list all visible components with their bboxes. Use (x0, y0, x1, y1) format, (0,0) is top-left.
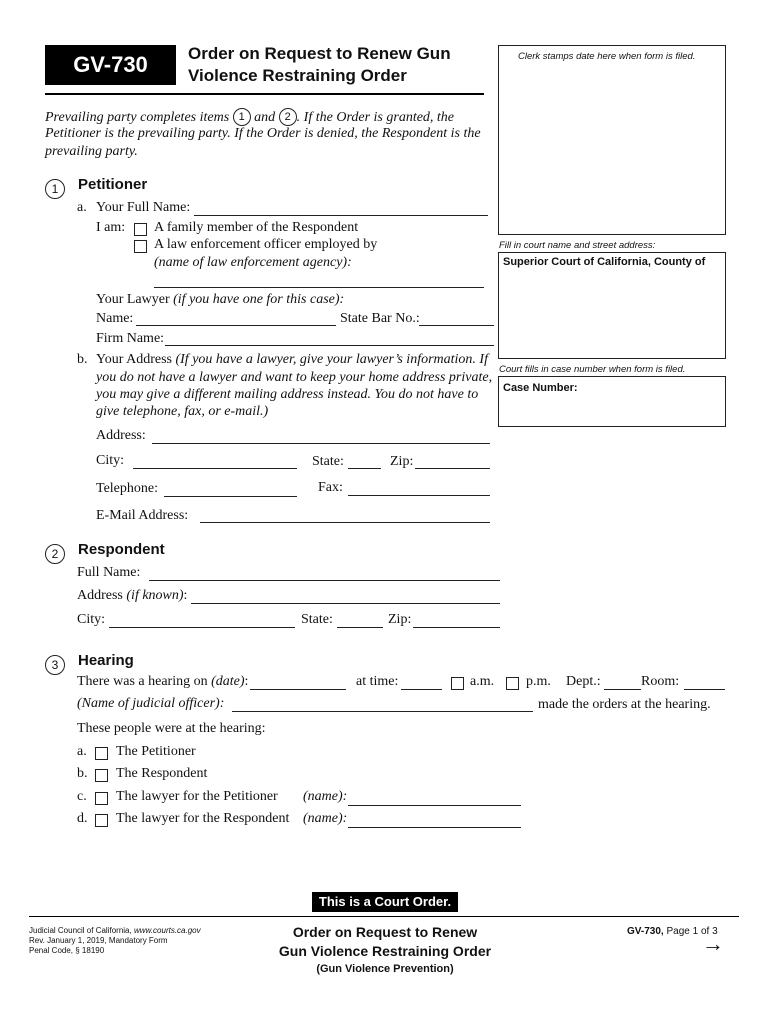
people-present-text: These people were at the hearing: (77, 721, 266, 736)
telephone-field[interactable] (164, 496, 297, 497)
form-title-line2: Violence Restraining Order (188, 66, 407, 85)
fax-field[interactable] (348, 495, 490, 496)
court-name-box[interactable] (498, 252, 726, 359)
dept-label: Dept.: (566, 674, 601, 689)
petitioner-full-name-field[interactable] (194, 215, 488, 216)
am-label: a.m. (470, 674, 495, 689)
petitioner-zip-label: Zip: (390, 454, 414, 469)
pm-label: p.m. (526, 674, 551, 689)
petitioner-state-label: State: (312, 454, 344, 469)
attendee-letter-c: c. (77, 789, 87, 804)
attendee-letter-d: d. (77, 811, 88, 826)
pm-checkbox[interactable] (506, 677, 519, 690)
item-2-marker: 2 (279, 108, 297, 126)
section-3-heading: Hearing (78, 652, 134, 669)
intro-line1: Prevailing party completes items 1 and 2 . If the Order is granted, the (45, 110, 455, 125)
am-checkbox[interactable] (451, 677, 464, 690)
form-title-line1: Order on Request to Renew Gun (188, 44, 451, 63)
full-name-label: Your Full Name: (96, 200, 191, 215)
address-note-line3: you may give a different mailing address instead. You do not have to (96, 387, 479, 402)
section-3-marker: 3 (45, 655, 65, 675)
agency-name-field[interactable] (154, 287, 484, 288)
respondent-zip-label: Zip: (388, 612, 412, 627)
petitioner-lawyer-name-label: (name): (303, 789, 348, 804)
footer-source-line1: Judicial Council of California, www.courts.ca.gov (29, 926, 201, 935)
item-a-letter: a. (77, 200, 87, 215)
footer-title-line3: (Gun Violence Prevention) (316, 963, 454, 975)
firm-name-label: Firm Name: (96, 331, 165, 346)
state-bar-field[interactable] (419, 325, 494, 326)
footer-page-number: GV-730, Page 1 of 3 (627, 926, 718, 937)
orders-made-text: made the orders at the hearing. (538, 697, 711, 712)
case-number-instruction: Court fills in case number when form is filed. (499, 364, 686, 375)
footer-source-line3: Penal Code, § 18190 (29, 946, 105, 955)
attendee-label-a: The Petitioner (116, 744, 196, 759)
petitioner-lawyer-present-checkbox[interactable] (95, 792, 108, 805)
lawyer-label: Your Lawyer (if you have one for this case): (96, 292, 345, 307)
agency-note: (name of law enforcement agency): (154, 255, 352, 270)
email-field[interactable] (200, 522, 490, 523)
item-b-letter: b. (77, 352, 88, 367)
address-note-line1: Your Address (If you have a lawyer, give your lawyer’s information. If (96, 352, 488, 367)
footer-title-line1: Order on Request to Renew (292, 924, 478, 940)
next-page-arrow-icon[interactable]: → (702, 931, 724, 956)
respondent-city-field[interactable] (109, 627, 295, 628)
form-id-badge: GV-730 (45, 45, 176, 85)
section-2-marker: 2 (45, 544, 65, 564)
hearing-date-label: There was a hearing on (date): (77, 674, 249, 689)
law-officer-checkbox[interactable] (134, 240, 147, 253)
petitioner-present-checkbox[interactable] (95, 747, 108, 760)
respondent-state-field[interactable] (337, 627, 383, 628)
petitioner-address-field[interactable] (152, 443, 490, 444)
respondent-lawyer-present-checkbox[interactable] (95, 814, 108, 827)
lawyer-name-label: Name: (96, 311, 134, 326)
hearing-date-field[interactable] (250, 689, 346, 690)
respondent-present-checkbox[interactable] (95, 769, 108, 782)
respondent-zip-field[interactable] (413, 627, 500, 628)
room-field[interactable] (684, 689, 725, 690)
attendee-letter-a: a. (77, 744, 87, 759)
courts-website-link[interactable]: www.courts.ca.gov (133, 926, 201, 935)
footer-title-line2: Gun Violence Restraining Order (278, 943, 492, 959)
dept-field[interactable] (604, 689, 641, 690)
respondent-name-label: Full Name: (77, 565, 141, 580)
petitioner-address-label: Address: (96, 428, 146, 443)
respondent-city-label: City: (77, 612, 106, 627)
petitioner-zip-field[interactable] (415, 468, 490, 469)
clerk-stamp-label: Clerk stamps date here when form is filed. (518, 51, 696, 62)
family-member-label: A family member of the Respondent (154, 220, 359, 235)
attendee-letter-b: b. (77, 766, 88, 781)
court-order-banner: This is a Court Order. (312, 892, 458, 912)
case-number-label: Case Number: (503, 382, 578, 394)
law-officer-label: A law enforcement officer employed by (154, 237, 378, 252)
clerk-stamp-box (498, 45, 726, 235)
lawyer-name-field[interactable] (136, 325, 336, 326)
attendee-label-d: The lawyer for the Respondent (116, 811, 290, 826)
hearing-time-label: at time: (356, 674, 399, 689)
court-name-instruction: Fill in court name and street address: (499, 240, 656, 251)
court-name-label: Superior Court of California, County of (503, 256, 706, 268)
respondent-address-field[interactable] (191, 603, 500, 604)
item-1-marker: 1 (233, 108, 251, 126)
fax-label: Fax: (318, 480, 343, 495)
hearing-time-field[interactable] (401, 689, 442, 690)
judicial-officer-field[interactable] (232, 711, 533, 712)
family-member-checkbox[interactable] (134, 223, 147, 236)
respondent-name-field[interactable] (149, 580, 500, 581)
title-divider (45, 93, 484, 95)
footer-divider (29, 916, 739, 917)
petitioner-state-field[interactable] (348, 468, 381, 469)
respondent-lawyer-name-field[interactable] (348, 827, 521, 828)
section-1-marker: 1 (45, 179, 65, 199)
state-bar-label: State Bar No.: (340, 311, 420, 326)
footer-source-line2: Rev. January 1, 2019, Mandatory Form (29, 936, 168, 945)
address-note-line2: you do not have a lawyer and want to keep your home address private, (96, 370, 493, 385)
attendee-label-b: The Respondent (116, 766, 208, 781)
section-1-heading: Petitioner (78, 176, 148, 193)
address-note-line4: give telephone, fax, or e-mail.) (96, 404, 269, 419)
room-label: Room: (641, 674, 680, 689)
respondent-address-label: Address (if known): (77, 588, 188, 603)
petitioner-city-field[interactable] (133, 468, 297, 469)
telephone-label: Telephone: (96, 481, 158, 496)
firm-name-field[interactable] (165, 345, 494, 346)
petitioner-lawyer-name-field[interactable] (348, 805, 521, 806)
attendee-label-c: The lawyer for the Petitioner (116, 789, 278, 804)
petitioner-city-label: City: (96, 453, 125, 468)
respondent-state-label: State: (301, 612, 333, 627)
iam-label: I am: (96, 220, 126, 235)
intro-line3: prevailing party. (45, 144, 138, 159)
intro-line2: Petitioner is the prevailing party. If the Order is denied, the Respondent is the (45, 126, 481, 141)
respondent-lawyer-name-label: (name): (303, 811, 348, 826)
email-label: E-Mail Address: (96, 508, 189, 523)
section-2-heading: Respondent (78, 541, 165, 558)
judicial-officer-label: (Name of judicial officer): (77, 696, 225, 711)
